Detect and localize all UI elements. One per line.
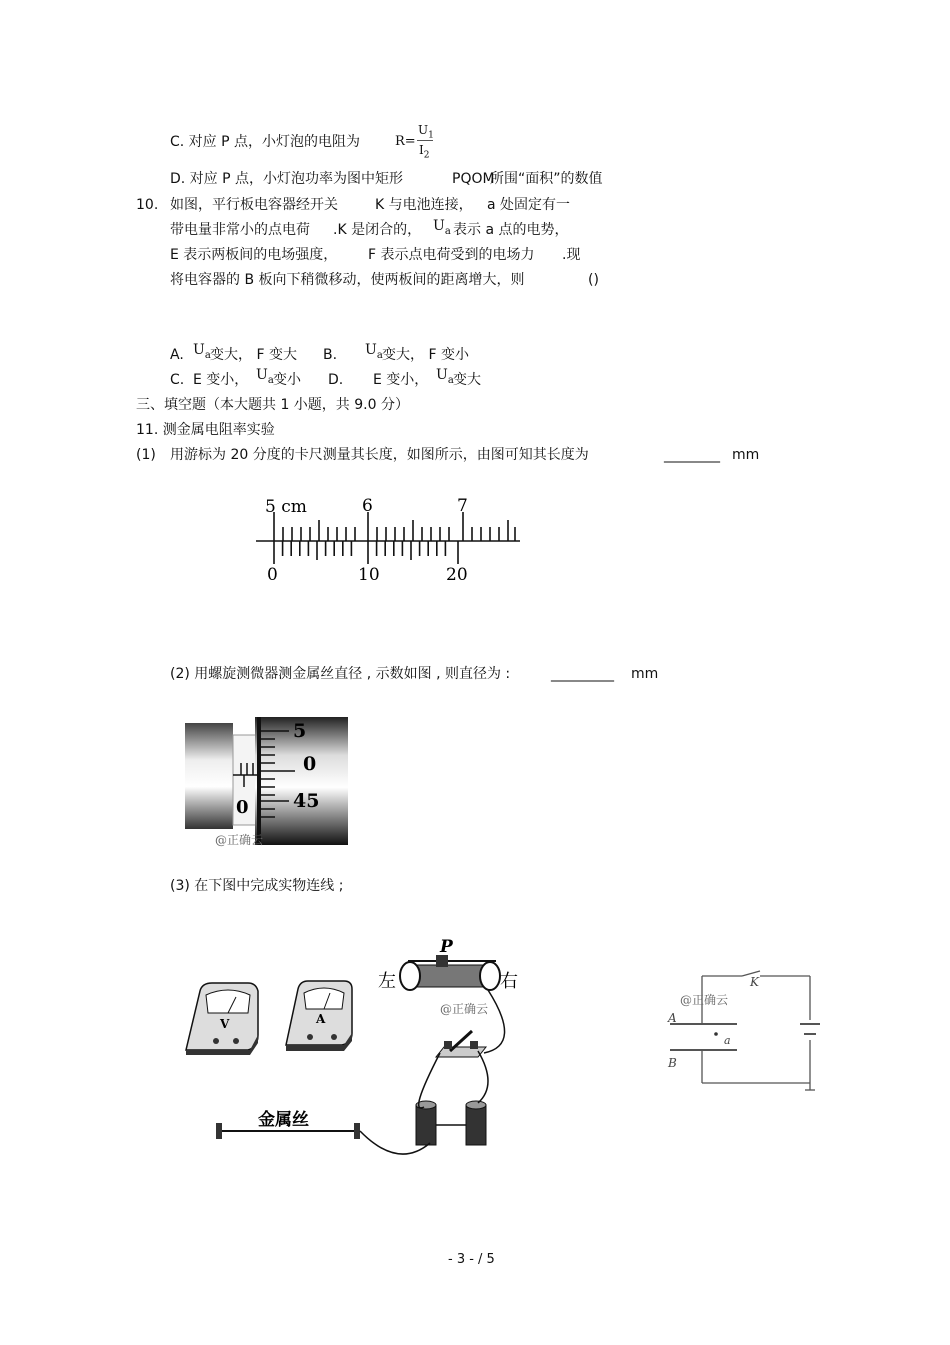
- rheostat-right-label: 右: [500, 971, 518, 992]
- main-scale-label-5cm: 5 cm: [265, 497, 307, 517]
- q11-part1-text: 用游标为 20 分度的卡尺测量其长度，如图所示，由图可知其长度为: [170, 447, 589, 463]
- circuit-components-figure: [178, 935, 538, 1165]
- q10-line3-f: F 表示点电荷受到的电场力: [368, 247, 535, 263]
- q11-part1-blank: ________: [664, 447, 720, 463]
- q10-option-c-ua: $U_a$: [256, 367, 274, 386]
- thimble-label-0: 0: [303, 753, 317, 775]
- q10-line1-a: a 处固定有一: [487, 197, 571, 213]
- capacitor-watermark: @正确云: [680, 993, 729, 1007]
- q10-line3-tail: .现: [562, 247, 581, 263]
- batteries: [416, 1101, 486, 1145]
- main-scale-label-7: 7: [457, 496, 468, 516]
- q10-option-d-label: D.: [328, 372, 344, 388]
- q10-line4: 将电容器的 B 板向下稍微移动，使两板间的距离增大，则: [170, 272, 525, 288]
- sleeve-label-0: 0: [236, 797, 249, 818]
- q10-line1: 如图，平行板电容器经开关: [170, 197, 338, 213]
- slider-label-p: P: [440, 937, 453, 957]
- rheostat-left-label: 左: [378, 971, 396, 992]
- q11-part2-blank: _________: [551, 666, 614, 682]
- q10-line2-k: .K 是闭合的，: [333, 222, 422, 238]
- ammeter-label: A: [316, 1012, 326, 1026]
- vernier-caliper-figure: [248, 492, 538, 592]
- q11-part2-text: (2) 用螺旋测微器测金属丝直径 , 示数如图 , 则直径为 :: [170, 666, 511, 682]
- q10-line2: 带电量非常小的点电荷: [170, 222, 310, 238]
- vernier-label-10: 10: [358, 565, 380, 585]
- capacitor-circuit-figure: [662, 968, 832, 1103]
- q10-option-b-ua: $U_a$: [365, 342, 383, 361]
- switch-label-k: K: [750, 975, 759, 989]
- metal-wire-label: 金属丝: [258, 1110, 309, 1130]
- q11-part2-unit: mm: [631, 666, 659, 682]
- section-heading: 三、填空题（本大题共 1 小题，共 9.0 分）: [136, 397, 409, 413]
- vernier-label-20: 20: [446, 565, 468, 585]
- micrometer-figure: [183, 715, 353, 850]
- q9-option-c: C. 对应 P 点，小灯泡的电阻为: [170, 134, 361, 150]
- micrometer-frame: [185, 723, 233, 829]
- q10-option-a-text: 变大， F 变大: [210, 347, 297, 363]
- q9-option-d-tail: 所围“面积”的数值: [490, 171, 603, 187]
- metal-wire: [216, 1109, 360, 1139]
- plate-a-label: A: [668, 1011, 677, 1025]
- vernier-scale-ticks: [274, 541, 458, 564]
- q10-line2-ua: $U_a$: [433, 218, 451, 237]
- thimble-label-5: 5: [293, 720, 307, 742]
- point-charge: [714, 1032, 718, 1036]
- voltmeter: [186, 983, 258, 1055]
- q10-line3: E 表示两板间的电场强度，: [170, 247, 338, 263]
- q10-option-b-label: B.: [323, 347, 338, 363]
- q10-option-d-ua: $U_a$: [436, 367, 454, 386]
- q11-title: 11. 测金属电阻率实验: [136, 422, 275, 438]
- q10-option-a-label: A.: [170, 347, 184, 363]
- ammeter: [286, 981, 352, 1051]
- fraction-bar: [417, 140, 433, 141]
- q11-part3-text: (3) 在下图中完成实物连线 ;: [170, 878, 344, 894]
- q10-line1-k: K 与电池连接，: [375, 197, 473, 213]
- q10-option-a-ua: $U_a$: [193, 342, 211, 361]
- main-scale-label-6: 6: [362, 496, 373, 516]
- q9-rect-name: PQOM: [452, 171, 495, 187]
- q10-line2-tail: 表示 a 点的电势，: [453, 222, 569, 238]
- q10-option-d-text2: 变大: [453, 372, 481, 388]
- point-a-label: a: [724, 1034, 731, 1047]
- watermark: @正确云: [215, 833, 264, 847]
- q10-option-c-text2: 变小: [273, 372, 301, 388]
- thimble-label-45: 45: [293, 790, 320, 812]
- q9-option-d: D. 对应 P 点，小灯泡功率为图中矩形: [170, 171, 404, 187]
- q11-part1-unit: mm: [732, 447, 760, 463]
- q10-option-b-text: 变大， F 变小: [382, 347, 469, 363]
- vernier-label-0: 0: [267, 565, 278, 585]
- plate-b-label: B: [668, 1056, 677, 1070]
- q10-answer-paren: (): [588, 272, 599, 288]
- q9-formula-lhs: R=: [395, 134, 416, 149]
- voltmeter-label: V: [220, 1017, 230, 1031]
- q11-part1-label: (1): [136, 447, 156, 463]
- q9-formula-denominator: $I_2$: [419, 143, 430, 161]
- q9-formula-numerator: $U_1$: [418, 123, 434, 141]
- q10-option-c-label: C.: [170, 372, 185, 388]
- q10-option-d-text1: E 变小，: [373, 372, 429, 388]
- rheostat-watermark: @正确云: [440, 1002, 489, 1016]
- q10-number: 10.: [136, 197, 159, 213]
- page-number: - 3 - / 5: [448, 1252, 495, 1267]
- q10-option-c-text1: E 变小，: [193, 372, 249, 388]
